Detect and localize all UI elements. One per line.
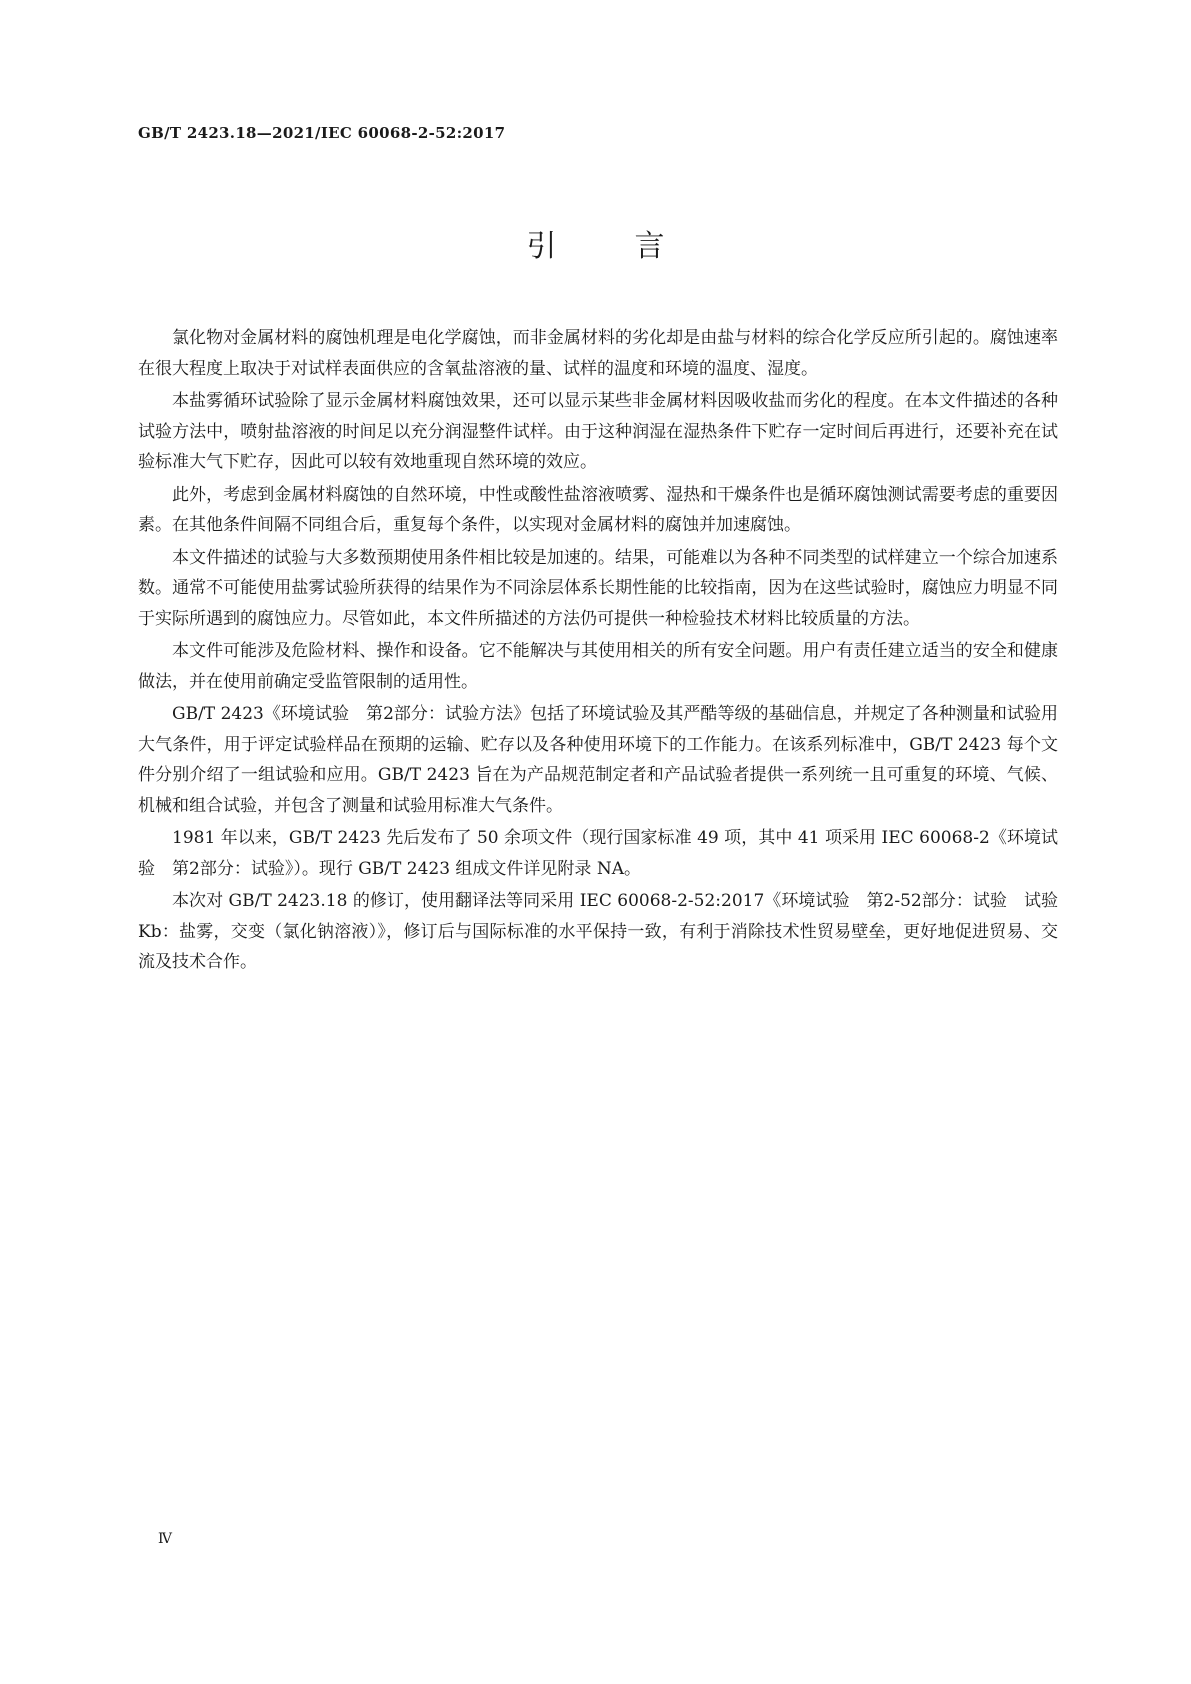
paragraph-6: GB/T 2423《环境试验 第2部分：试验方法》包括了环境试验及其严酷等级的基础信息，并规定了各种测量和试验用大气条件，用于评定试验样品在预期的运输、贮存以及各种使用环境下的工作能力。在该系列标准中，GB/T 2423 每个文件分别介绍了一组试验和应用。GB/T 2423 旨在为产品规范制定者和产品试验者提供一系列统一且可重复的环境、气候、机械和组合试验，并包含了测量和试验用标准大气条件。 [138,704,1058,816]
title-char-1: 引 [526,229,557,264]
paragraph-7: 1981 年以来，GB/T 2423 先后发布了 50 余项文件（现行国家标准 49 项，其中 41 项采用 IEC 60068-2《环境试验 第2部分：试验》）。现行 GB/T 2423 组成文件详见附录 NA。 [138,828,1058,879]
paragraph-8: 本次对 GB/T 2423.18 的修订，使用翻译法等同采用 IEC 60068-2-52:2017《环境试验 第2-52部分：试验 试验 Kb：盐雾，交变（氯化钠溶液）》，修订后与国际标准的水平保持一致，有利于消除技术性贸易壁垒，更好地促进贸易、交流及技术合作。 [138,891,1058,972]
paragraph-1: 氯化物对金属材料的腐蚀机理是电化学腐蚀，而非金属材料的劣化却是由盐与材料的综合化学反应所引起的。腐蚀速率在很大程度上取决于对试样表面供应的含氧盐溶液的量、试样的温度和环境的温度、湿度。 [138,328,1058,379]
paragraph-3: 此外，考虑到金属材料腐蚀的自然环境，中性或酸性盐溶液喷雾、湿热和干燥条件也是循环腐蚀测试需要考虑的重要因素。在其他条件间隔不同组合后，重复每个条件，以实现对金属材料的腐蚀并加速腐蚀。 [138,484,1058,535]
page-number: Ⅳ [158,1531,172,1547]
paragraph-4: 本文件描述的试验与大多数预期使用条件相比较是加速的。结果，可能难以为各种不同类型的试样建立一个综合加速系数。通常不可能使用盐雾试验所获得的结果作为不同涂层体系长期性能的比较指南，因为在这些试验时，腐蚀应力明显不同于实际所遇到的腐蚀应力。尽管如此，本文件所描述的方法仍可提供一种检验技术材料比较质量的方法。 [138,547,1058,629]
page-title [0,227,1191,267]
paragraph-2: 本盐雾循环试验除了显示金属材料腐蚀效果，还可以显示某些非金属材料因吸收盐而劣化的程度。在本文件描述的各种试验方法中，喷射盐溶液的时间足以充分润湿整件试样。由于这种润湿在湿热条件下贮存一定时间后再进行，还要补充在试验标准大气下贮存，因此可以较有效地重现自然环境的效应。 [138,391,1058,472]
introduction-body [138,323,1058,980]
standard-number-header: GB/T 2423.18—2021/IEC 60068-2-52:2017 [138,124,506,142]
paragraph-5: 本文件可能涉及危险材料、操作和设备。它不能解决与其使用相关的所有安全问题。用户有责任建立适当的安全和健康做法，并在使用前确定受监管限制的适用性。 [138,641,1058,692]
title-char-2: 言 [634,229,665,264]
